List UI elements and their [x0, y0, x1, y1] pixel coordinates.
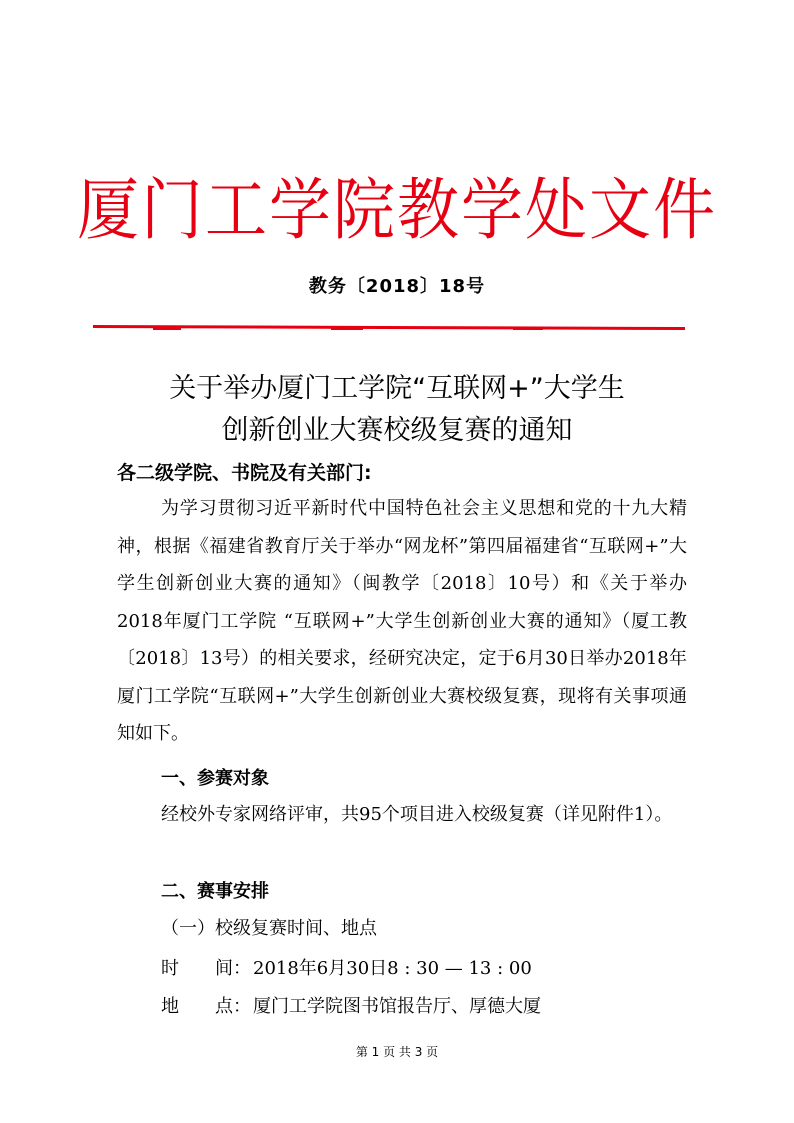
place-value: 厦门工学院图书馆报告厅、厚德大厦: [253, 996, 541, 1017]
red-separator-rule: [93, 320, 685, 332]
participants-paragraph: 经校外专家网络评审，共95个项目进入校级复赛（详见附件1）。: [161, 804, 673, 825]
place-row: [161, 992, 541, 1018]
subsection-heading-time-place: （一）校级复赛时间、地点: [161, 918, 377, 939]
salutation: 各二级学院、书院及有关部门:: [117, 462, 372, 484]
section-heading-schedule: 二、赛事安排: [161, 881, 269, 902]
notice-title-line-1: 关于举办厦门工学院“互联网+”大学生: [169, 373, 625, 404]
intro-paragraph: 为学习贯彻习近平新时代中国特色社会主义思想和党的十九大精神，根据《福建省教育厅关于举办“网龙杯”第四届福建省“互联网+”大学生创新创业大赛的通知》（闽教学〔2018〕10号）和《关于举办2018年厦门工学院 “互联网+”大学生创新创业大赛的通知》（厦工教〔2018〕13号）的相关要求，经研究决定，定于6月30日举办2018年厦门工学院“互联网+”大学生创新创业大赛校级复赛，现将有关事项通知如下。: [117, 498, 687, 744]
time-label: 时 间：: [161, 958, 251, 979]
time-value: 2018年6月30日8 : 30 — 13 : 00: [253, 958, 532, 979]
document-header-title: 厦门工学院教学处文件: [76, 170, 717, 250]
place-label: 地 点：: [161, 996, 251, 1017]
page-footer: 第 1 页 共 3 页: [355, 1045, 439, 1059]
document-number: 教务〔2018〕18号: [308, 276, 486, 297]
section-heading-participants: 一、参赛对象: [161, 768, 269, 789]
notice-title-line-2: 创新创业大赛校级复赛的通知: [221, 415, 573, 446]
time-row: [161, 954, 532, 980]
